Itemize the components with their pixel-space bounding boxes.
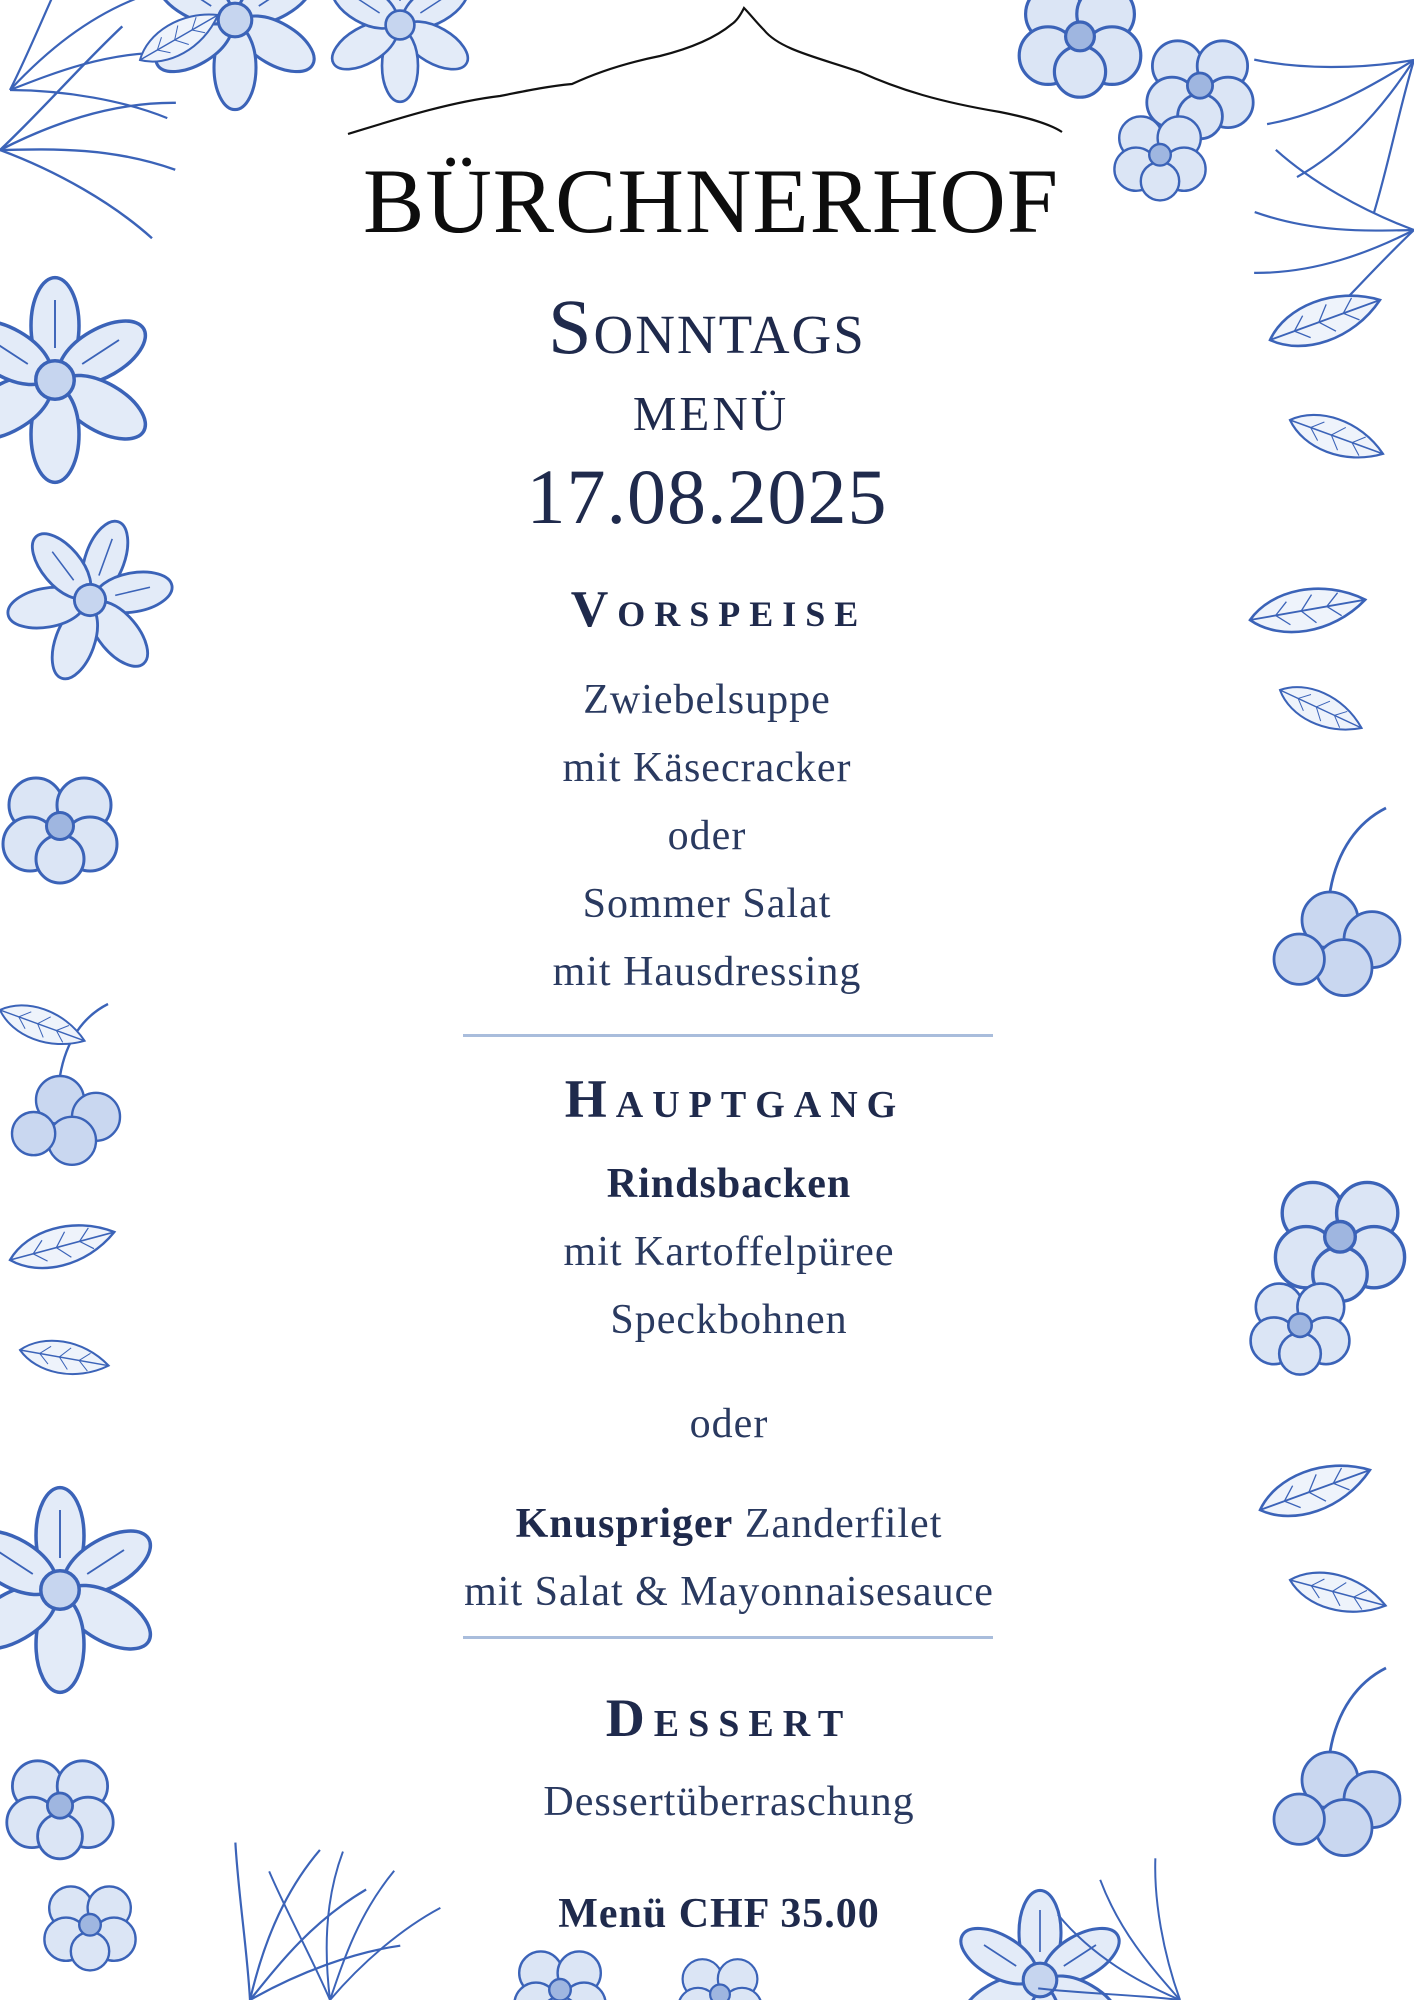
dish-name: Rindsbacken [606, 1161, 852, 1207]
menu-title-line2: menü [632, 369, 790, 446]
dish-name-bold: Knuspriger [515, 1501, 734, 1547]
mountain-logo-icon [340, 0, 1070, 150]
section-heading-dessert: Dessert [605, 1688, 853, 1748]
menu-line: Zwiebelsuppe [583, 677, 831, 723]
section-heading-vorspeise: Vorspeise [570, 581, 868, 638]
menu-line: mit Hausdressing [552, 949, 862, 995]
menu-title-line1: Sonntags [548, 283, 866, 370]
menu-line: mit Salat & Mayonnaisesauce [464, 1569, 994, 1615]
menu-separator: oder [689, 1401, 769, 1447]
section-heading-hauptgang: Hauptgang [564, 1069, 906, 1129]
section-divider [463, 1636, 993, 1639]
menu-line: mit Kartoffelpüree [563, 1229, 895, 1275]
menu-line: Speckbohnen [610, 1297, 848, 1343]
menu-price: Menü CHF 35.00 [558, 1891, 880, 1937]
menu-line: mit Käsecracker [562, 745, 852, 791]
menu-line: Sommer Salat [582, 881, 832, 927]
dish-name-rest: Zanderfilet [744, 1501, 943, 1547]
menu-line: Dessertüberraschung [543, 1779, 915, 1825]
menu-line: oder [667, 813, 747, 859]
dish-name [22, 1500, 1414, 1548]
brand-name: BÜRCHNERHOF [362, 150, 1059, 252]
section-divider [463, 1034, 993, 1037]
menu-date: 17.08.2025 [526, 453, 888, 540]
